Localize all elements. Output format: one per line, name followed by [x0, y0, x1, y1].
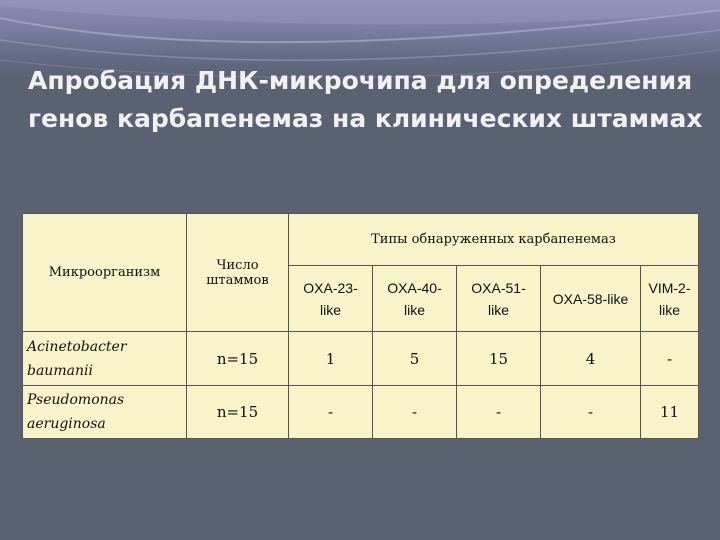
- table-header-row: [23, 214, 699, 266]
- header-type-oxa-40: OXA-40-like: [373, 266, 457, 332]
- header-organism: Микроорганизм: [23, 214, 187, 332]
- row-value: -: [289, 386, 373, 439]
- row-count: n=15: [187, 386, 289, 439]
- row-count: n=15: [187, 332, 289, 386]
- header-strain-count: Число штаммов: [187, 214, 289, 332]
- header-type-oxa-23: OXA-23-like: [289, 266, 373, 332]
- header-type-oxa-51: OXA-51-like: [457, 266, 541, 332]
- header-type-oxa-58: OXA-58-like: [541, 266, 641, 332]
- header-type-vim-2: VIM-2-like: [641, 266, 699, 332]
- row-value: -: [541, 386, 641, 439]
- row-value: 15: [457, 332, 541, 386]
- slide-title: Апробация ДНК-микрочипа для определения генов карбапенемаз на клинических штаммах: [28, 66, 703, 133]
- row-value: -: [641, 332, 699, 386]
- row-value: 4: [541, 332, 641, 386]
- header-carbapenemase-types: Типы обнаруженных карбапенемаз: [289, 214, 699, 266]
- row-value: -: [373, 386, 457, 439]
- results-table: [22, 213, 699, 439]
- table-row: [23, 386, 699, 439]
- row-value: -: [457, 386, 541, 439]
- row-value: 1: [289, 332, 373, 386]
- row-value: 5: [373, 332, 457, 386]
- results-table-container: [22, 213, 698, 438]
- row-value: 11: [641, 386, 699, 439]
- row-organism: Acinetobacter baumanii: [23, 332, 187, 386]
- table-row: [23, 332, 699, 386]
- row-organism: Pseudomonas aeruginosa: [23, 386, 187, 439]
